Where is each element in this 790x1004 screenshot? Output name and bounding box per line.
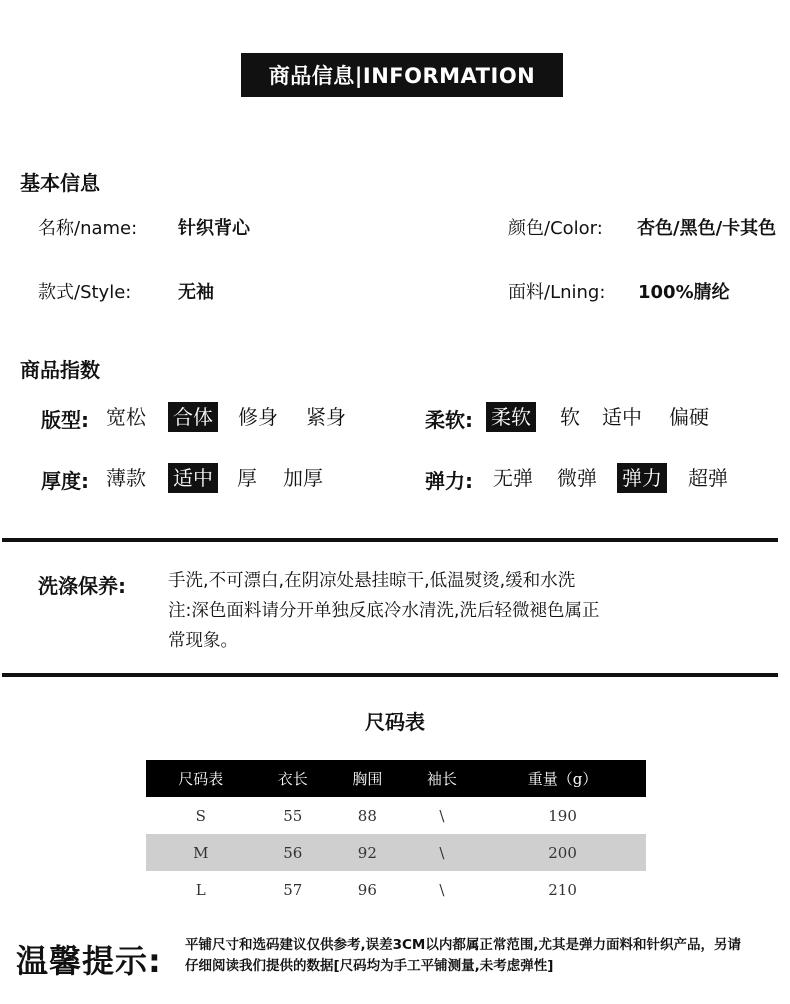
thickness-option-thick: 厚 <box>237 466 257 490</box>
care-line: 注:深色面料请分开单独反底冷水清洗,洗后轻微褪色属正 <box>168 601 600 621</box>
thickness-label: 厚度: <box>41 469 89 493</box>
elasticity-option-stretch: 弹力 <box>617 463 667 493</box>
table-cell: 96 <box>357 880 377 899</box>
elasticity-index-row <box>0 463 790 493</box>
style-value: 无袖 <box>178 282 214 303</box>
size-chart-title: 尺码表 <box>365 710 425 734</box>
table-cell: 55 <box>283 806 303 825</box>
size-chart-header-cell: 衣长 <box>256 760 331 797</box>
fabric-label: 面料/Lning: <box>508 282 606 303</box>
fit-option-loose: 宽松 <box>106 405 146 429</box>
table-cell: 92 <box>330 834 405 871</box>
table-row <box>146 797 646 834</box>
table-cell: 88 <box>357 806 377 825</box>
indices-title: 商品指数 <box>20 358 100 382</box>
size-chart-header-cell: 胸围 <box>330 760 405 797</box>
thickness-option-extra-thick: 加厚 <box>283 466 323 490</box>
page-title-banner <box>241 53 563 97</box>
softness-option-soft: 软 <box>560 405 580 429</box>
care-instructions <box>168 566 778 656</box>
tips-title: 温馨提示: <box>16 942 162 980</box>
size-chart-header-row <box>146 760 646 797</box>
divider-top <box>2 538 778 542</box>
table-cell: 210 <box>548 880 577 899</box>
divider-bottom <box>2 673 778 677</box>
size-chart-header-cell: 袖长 <box>405 760 480 797</box>
size-chart-header-cell: 重量（g） <box>479 760 646 797</box>
softness-option-firm: 偏硬 <box>669 405 709 429</box>
name-value: 针织背心 <box>178 218 250 239</box>
table-cell: S <box>195 806 206 825</box>
thickness-option-medium: 适中 <box>168 463 218 493</box>
table-cell: 57 <box>283 880 303 899</box>
size-chart-table <box>146 760 646 908</box>
color-label: 颜色/Color: <box>508 218 603 239</box>
fit-option-slim: 修身 <box>238 405 278 429</box>
thickness-option-thin: 薄款 <box>106 466 146 490</box>
basic-info-title: 基本信息 <box>20 171 100 195</box>
fit-label: 版型: <box>41 408 89 432</box>
tips-line: 平铺尺寸和选码建议仅供参考,误差3CM以内都属正常范围,尤其是弹力面料和针织产品，另请 <box>185 937 741 953</box>
name-label: 名称/name: <box>38 218 138 239</box>
elasticity-label: 弹力: <box>425 469 473 493</box>
table-cell: 190 <box>548 806 577 825</box>
table-cell: \ <box>439 880 445 899</box>
size-chart-header-cell: 尺码表 <box>146 760 256 797</box>
table-row <box>146 871 646 908</box>
table-cell: M <box>146 834 256 871</box>
fabric-value: 100%腈纶 <box>638 282 730 303</box>
style-label: 款式/Style: <box>38 282 132 303</box>
fit-option-tight: 紧身 <box>306 405 346 429</box>
softness-index-row <box>0 402 790 432</box>
softness-label: 柔软: <box>425 408 473 432</box>
care-line: 手洗,不可漂白,在阴凉处悬挂晾干,低温熨烫,缓和水洗 <box>168 571 576 591</box>
color-value: 杏色/黑色/卡其色 <box>637 218 777 239</box>
elasticity-option-none: 无弹 <box>493 466 533 490</box>
table-row <box>146 834 646 871</box>
elasticity-option-super: 超弹 <box>688 466 728 490</box>
table-cell: L <box>195 880 206 899</box>
softness-option-very-soft: 柔软 <box>486 402 536 432</box>
softness-option-medium: 适中 <box>602 405 642 429</box>
tips-text <box>185 935 785 977</box>
table-cell: 56 <box>256 834 331 871</box>
care-label: 洗涤保养: <box>38 574 126 598</box>
table-cell: \ <box>439 806 445 825</box>
table-cell: \ <box>405 834 480 871</box>
care-line: 常现象。 <box>168 631 238 651</box>
table-cell: 200 <box>479 834 646 871</box>
elasticity-option-slight: 微弹 <box>557 466 597 490</box>
tips-line: 仔细阅读我们提供的数据[尺码均为手工平铺测量,未考虑弹性] <box>185 958 554 974</box>
page-title: 商品信息|INFORMATION <box>268 64 536 88</box>
fit-option-regular: 合体 <box>168 402 218 432</box>
